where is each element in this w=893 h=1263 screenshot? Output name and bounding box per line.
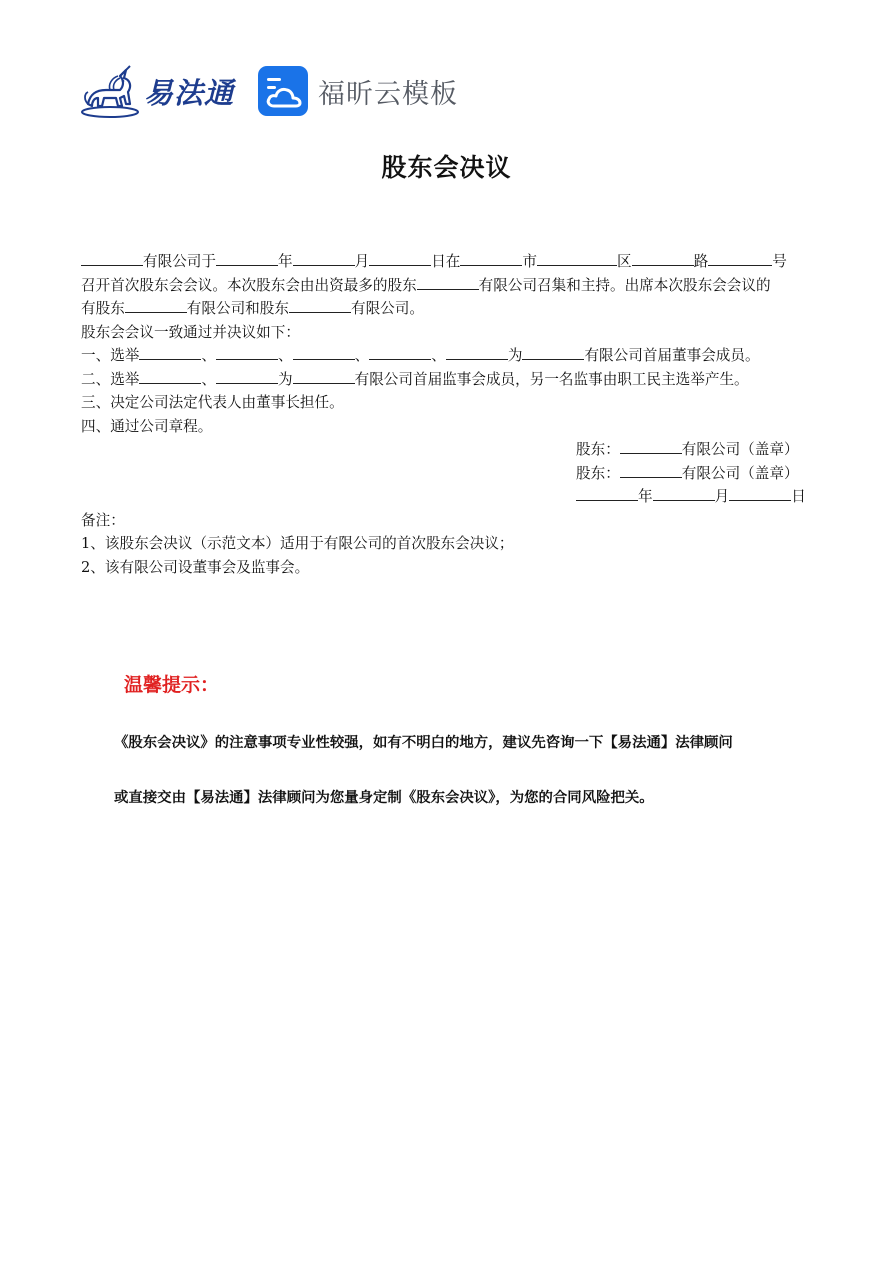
text-segment: 市	[522, 253, 538, 270]
blank-month[interactable]	[293, 251, 355, 266]
text-segment: 区	[617, 253, 632, 270]
text-segment: 有限公司首届监事会成员，另一名监事由职工民主选举产生。	[354, 370, 749, 388]
blank-director-2[interactable]	[216, 345, 278, 360]
blank-signature-1[interactable]	[620, 439, 682, 454]
resolution-item-3: 三、决定公司法定代表人由董事长担任。	[81, 394, 344, 411]
text-segment: 股东：	[576, 441, 620, 458]
blank-year[interactable]	[216, 251, 278, 266]
separator: 、	[278, 347, 293, 364]
reminder-title: 温馨提示：	[124, 674, 220, 696]
separator: 、	[354, 347, 370, 364]
separator: 、	[431, 347, 446, 364]
note-2: 2、该有限公司设董事会及监事会。	[81, 558, 310, 576]
unicorn-logo-icon	[80, 64, 142, 118]
text-segment: 有限公司于	[143, 253, 216, 270]
yifatong-logo	[80, 62, 234, 120]
document-body	[81, 250, 817, 579]
text-segment: 有限公司（盖章）	[681, 464, 799, 482]
blank-city[interactable]	[460, 251, 522, 266]
text-segment: 日	[791, 488, 806, 505]
yifatong-logo-text: 易法通	[144, 75, 235, 110]
document-title: 股东会决议	[381, 153, 512, 182]
text-segment: 为	[507, 347, 523, 364]
separator: 、	[201, 370, 216, 388]
resolution-item-4: 四、通过公司章程。	[81, 417, 213, 435]
text-segment: 路	[693, 253, 709, 270]
blank-number[interactable]	[708, 251, 772, 266]
foxit-cloud-icon	[258, 66, 308, 116]
blank-district[interactable]	[537, 251, 617, 266]
notes-title: 备注：	[81, 511, 125, 529]
blank-director-4[interactable]	[369, 345, 431, 360]
text-segment: 年	[638, 488, 653, 505]
signature-line-1	[81, 438, 817, 462]
text-segment: 号	[772, 253, 787, 270]
paragraph-line-2	[81, 274, 817, 298]
text-segment: 年	[277, 253, 293, 270]
reminder-line-1: 《股东会决议》的注意事项专业性较强，如有不明白的地方，建议先咨询一下【易法通】法律顾问	[114, 735, 733, 751]
text-segment: 有限公司。	[350, 300, 424, 317]
reminder-line-2: 或直接交由【易法通】法律顾问为您量身定制《股东会决议》，为您的合同风险把关。	[114, 790, 654, 806]
note-1: 1、该股东会决议（示范文本）适用于有限公司的首次股东会决议；	[81, 535, 514, 552]
blank-sign-day[interactable]	[729, 486, 791, 501]
blank-supervisory-company[interactable]	[293, 369, 355, 384]
blank-director-1[interactable]	[139, 345, 201, 360]
text-segment: 二、选举	[81, 370, 140, 388]
foxit-logo-text: 福昕云模板	[318, 78, 459, 110]
blank-day[interactable]	[369, 251, 431, 266]
text-segment: 股东：	[576, 464, 620, 482]
blank-board-company[interactable]	[522, 345, 584, 360]
blank-convener[interactable]	[417, 275, 479, 290]
blank-director-5[interactable]	[446, 345, 508, 360]
text-segment: 召开首次股东会会议。本次股东会由出资最多的股东	[81, 276, 417, 294]
blank-sign-month[interactable]	[653, 486, 715, 501]
text-segment: 有限公司召集和主持。出席本次股东会会议的	[478, 276, 771, 294]
text-segment: 有股东	[81, 300, 125, 317]
header	[80, 62, 458, 120]
blank-sign-year[interactable]	[576, 486, 638, 501]
paragraph-line-1	[81, 250, 817, 274]
blank-signature-2[interactable]	[620, 463, 682, 478]
blank-supervisor-2[interactable]	[216, 369, 278, 384]
resolution-intro: 股东会会议一致通过并决议如下：	[81, 323, 300, 341]
resolution-item-2	[81, 368, 817, 392]
text-segment: 有限公司首届董事会成员。	[584, 347, 760, 364]
blank-shareholder-1[interactable]	[125, 298, 187, 313]
text-segment: 月	[714, 488, 730, 505]
blank-company[interactable]	[81, 251, 143, 266]
text-segment: 有限公司（盖章）	[681, 441, 799, 458]
text-segment: 有限公司和股东	[186, 300, 289, 317]
blank-supervisor-1[interactable]	[139, 369, 201, 384]
signature-line-2	[81, 462, 817, 486]
text-segment: 月	[354, 253, 370, 270]
resolution-item-1	[81, 344, 817, 368]
text-segment: 日在	[431, 253, 461, 270]
separator: 、	[201, 347, 216, 364]
blank-road[interactable]	[632, 251, 694, 266]
signature-date	[81, 485, 817, 509]
text-segment: 为	[278, 370, 293, 388]
text-segment: 一、选举	[81, 347, 140, 364]
blank-shareholder-2[interactable]	[289, 298, 351, 313]
paragraph-line-3	[81, 297, 817, 321]
blank-director-3[interactable]	[293, 345, 355, 360]
foxit-logo	[258, 66, 458, 116]
